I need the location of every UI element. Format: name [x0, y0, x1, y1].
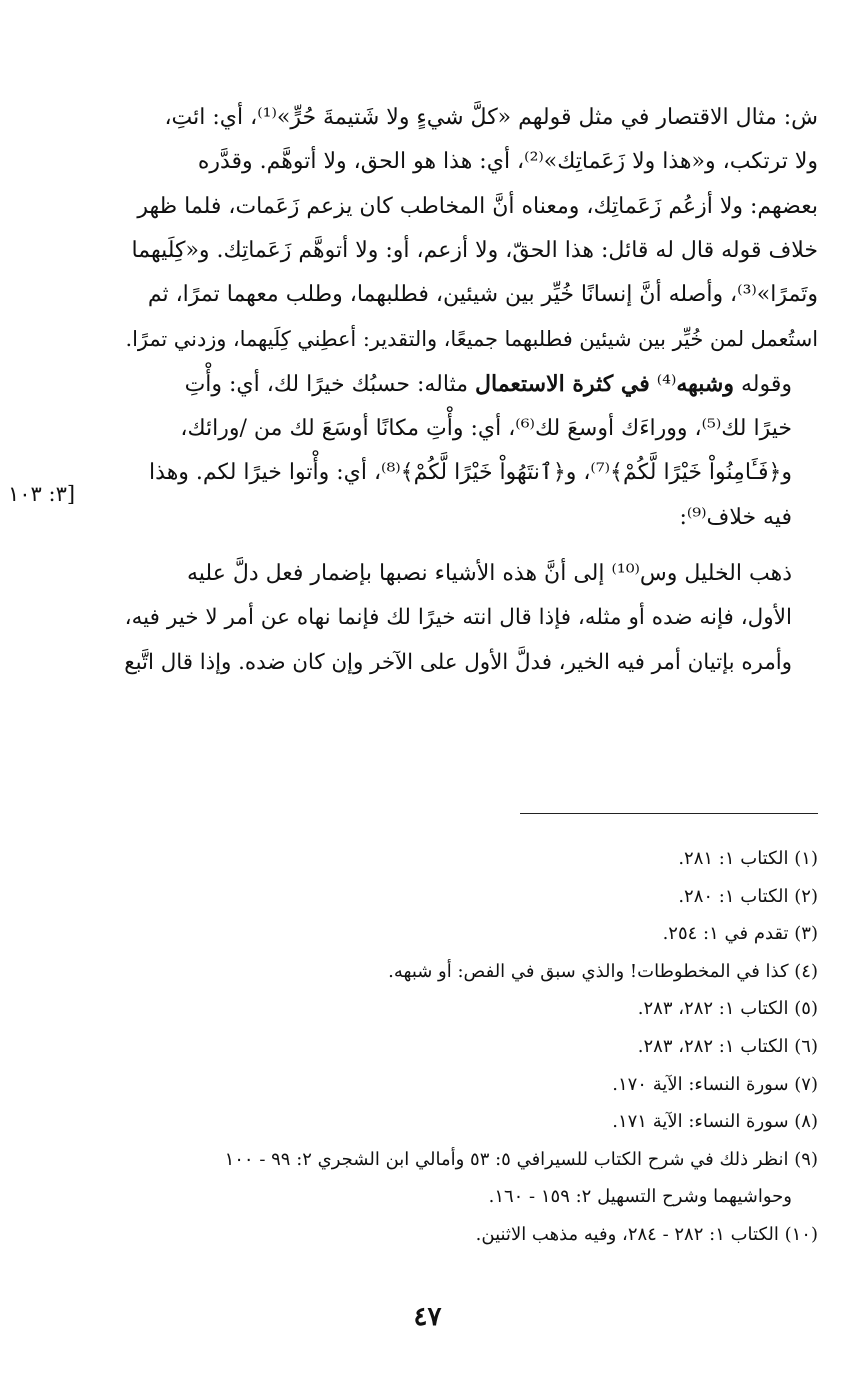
- footnote: (١) الكتاب ١: ٢٨١.: [678, 848, 818, 869]
- footnotes: [118, 840, 818, 1254]
- text-line: ش: مثال الاقتصار في مثل قولهم «كلَّ شيءٍ ولا شَتيمةَ حُرٍّ»⁽¹⁾، أي: ائتِ،: [164, 105, 818, 130]
- footnote: (١٠) الكتاب ١: ٢٨٢ - ٢٨٤، وفيه مذهب الاثنين.: [475, 1223, 818, 1245]
- text-line: الأول، فإنه ضده أو مثله، فإذا قال انته خيرًا لك فإنما نهاه عن أمر لا خير فيه،: [124, 605, 792, 631]
- paragraph-2: [118, 362, 818, 540]
- main-text: [118, 96, 818, 685]
- page-number: ٤٧: [413, 1302, 442, 1332]
- text-fragment: مثاله: حسبُك خيرًا لك، أي: وأْتِ: [184, 371, 476, 397]
- text-line: وتَمرًا»⁽³⁾، وأصله أنَّ إنسانًا خُيِّر بين شيئين، فطلبهما، وطلب معهما تمرًا، ثم: [147, 282, 818, 308]
- footnote: (٧) سورة النساء: الآية ١٧٠.: [612, 1073, 818, 1095]
- paragraph-3: [118, 552, 818, 685]
- text-line: بعضهم: ولا أزعُم زَعَماتِك، ومعناه أنَّ المخاطب كان يزعم زَعَمات، فلما ظهر: [137, 193, 818, 219]
- footnote-marker: ⁽⁴⁾: [649, 371, 677, 397]
- text-line: خيرًا لك⁽⁵⁾، ووراءَك أوسعَ لك⁽⁶⁾، أي: وأْتِ مكانًا أوسَعَ لك من /ورائك،: [180, 416, 792, 442]
- footnote: (٣) تقدم في ١: ٢٥٤.: [662, 923, 818, 945]
- footnote-separator: [520, 813, 818, 814]
- text-line: فيه خلاف⁽⁹⁾:: [679, 504, 792, 530]
- footnote: [118, 1141, 818, 1216]
- bold-term: وشبهه: [676, 370, 734, 397]
- text-line: استُعمل لمن خُيِّر بين شيئين فطلبهما جميعًا، والتقدير: أعطِني كِلَيهما، وزدني تمرًا.: [125, 327, 818, 352]
- footnote: (٤) كذا في المخطوطات! والذي سبق في الفص: أو شبهه.: [388, 960, 818, 982]
- margin-page-reference: [٣: ١٠٣: [8, 482, 76, 506]
- text-line: ولا ترتكب، و«هذا ولا زَعَماتِك»⁽²⁾، أي: هذا هو الحق، ولا أتوهَّم. وقدَّره: [197, 149, 818, 175]
- text-line: و﴿فَـَٔامِنُواْ خَيْرًا لَّكُمْ﴾⁽⁷⁾، و﴿ٱنتَهُواْ خَيْرًا لَّكُمْ﴾⁽⁸⁾، أي: وأْتوا خيرًا لكم. وهذا: [149, 460, 792, 486]
- text-fragment: وقوله: [734, 371, 792, 397]
- footnote: (٥) الكتاب ١: ٢٨٢، ٢٨٣.: [637, 998, 818, 1020]
- footnote: (٨) سورة النساء: الآية ١٧١.: [612, 1111, 818, 1133]
- footnote-text: (٩) انظر ذلك في شرح الكتاب للسيرافي ٥: ٥٣ وأمالي ابن الشجري ٢: ٩٩ - ١٠٠: [224, 1148, 818, 1170]
- text-line: وأمره بإتيان أمر فيه الخير، فدلَّ الأول على الآخر وإن كان ضده. وإذا قال اتَّبع: [124, 649, 792, 675]
- bold-term: في كثرة الاستعمال: [475, 370, 650, 397]
- footnote-continuation: وحواشيهما وشرح التسهيل ٢: ١٥٩ - ١٦٠.: [488, 1186, 792, 1208]
- paragraph-1: [118, 96, 818, 362]
- text-line: [118, 362, 818, 407]
- text-line: خلاف قوله قال له قائل: هذا الحقّ، ولا أزعم، أو: ولا أتوهَّم زَعَماتِك. و«كِلَيهما: [131, 237, 818, 263]
- footnote: (٦) الكتاب ١: ٢٨٢، ٢٨٣.: [637, 1035, 818, 1057]
- footnote: (٢) الكتاب ١: ٢٨٠.: [678, 885, 818, 907]
- text-line: ذهب الخليل وس⁽¹⁰⁾ إلى أنَّ هذه الأشياء نصبها بإضمار فعل دلَّ عليه: [187, 560, 792, 586]
